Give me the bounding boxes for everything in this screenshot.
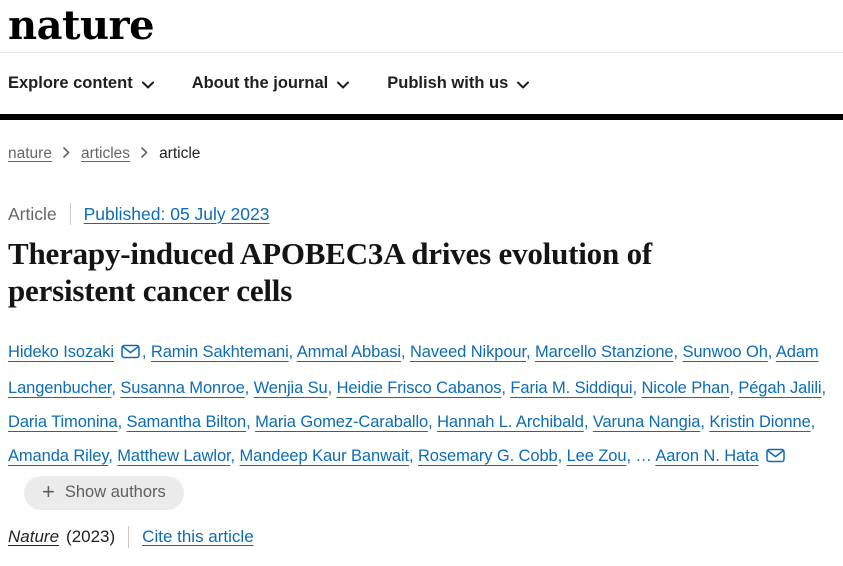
main-nav [0,53,843,114]
author-separator: , [409,447,418,465]
show-authors-button[interactable] [24,476,184,510]
author-link[interactable]: Amanda Riley [8,447,109,465]
nav-item-label: About the journal [191,74,329,92]
vertical-divider [128,526,129,548]
email-icon[interactable] [766,441,785,475]
citation-row [8,526,835,548]
author-link[interactable]: Ammal Abbasi [296,343,401,361]
author-link[interactable]: Susanna Monroe [120,379,245,397]
nav-item-label: Explore content [8,74,133,92]
show-authors-label: Show authors [64,482,166,501]
author-link[interactable]: Hideko Isozaki [8,343,114,361]
author-separator: , [117,413,127,431]
article-type-label: Article [8,203,57,224]
author-separator: , [108,447,118,465]
author-separator: , [525,343,535,361]
author-link[interactable]: Rosemary G. Cobb [417,447,558,465]
author-separator: , [700,413,710,431]
vertical-divider [70,203,71,225]
author-link[interactable]: Samantha Bilton [126,413,247,431]
nav-item-explore-content[interactable] [8,73,154,94]
author-separator: , [327,379,337,397]
author-separator: , [288,343,297,361]
author-link[interactable]: Adam Langenbucher [8,343,819,397]
author-link[interactable]: Lee Zou [566,447,627,465]
author-separator: , [673,343,683,361]
author-link[interactable]: Wenjia Su [253,379,328,397]
author-link[interactable]: Mandeep Kaur Banwait [239,447,410,465]
author-separator: , [583,413,593,431]
author-separator: , [428,413,438,431]
author-link[interactable]: Daria Timonina [8,413,118,431]
breadcrumb-current-article: article [159,144,201,162]
author-separator: , [111,379,121,397]
breadcrumb-link-articles[interactable]: articles [80,144,131,162]
journal-name-link[interactable]: Nature [8,526,60,546]
author-link[interactable]: Sunwoo Oh [682,343,768,361]
author-link[interactable]: Ramin Sakhtemani [150,343,289,361]
black-divider-bar [0,114,843,120]
main-content [0,144,843,548]
author-separator: , [557,447,567,465]
author-link[interactable]: Matthew Lawlor [117,447,231,465]
author-separator: , [501,379,511,397]
author-separator: , [626,447,636,465]
author-ellipsis: … [635,447,656,465]
author-separator: , [821,379,826,397]
author-link[interactable]: Faria M. Siddiqui [510,379,633,397]
plus-icon: + [42,478,55,504]
author-separator: , [632,379,642,397]
author-separator: , [729,379,739,397]
article-meta [8,203,835,225]
nav-item-label: Publish with us [387,74,509,92]
author-list-paragraph [8,335,835,510]
nav-item-publish-with-us[interactable] [387,73,529,94]
nature-logo[interactable]: nature [8,2,155,49]
author-link[interactable]: Pégah Jalili [738,379,822,397]
cite-article-link[interactable]: Cite this article [142,526,254,546]
page-title: Therapy-induced APOBEC3A drives evolution of persistent cancer cells [8,236,652,308]
published-date-link[interactable]: Published: 05 July 2023 [83,203,270,224]
author-link[interactable]: Varuna Nangia [592,413,701,431]
author-link[interactable]: Aaron N. Hata [655,447,759,465]
author-separator: , [401,343,410,361]
author-link[interactable]: Heidie Frisco Cabanos [336,379,502,397]
chevron-down-icon [142,75,154,94]
author-link[interactable]: Maria Gomez-Caraballo [255,413,429,431]
breadcrumb-link-nature[interactable]: nature [8,144,52,162]
author-link[interactable]: Nicole Phan [641,379,730,397]
chevron-right-icon [141,145,148,163]
nav-item-about-the-journal[interactable] [192,73,350,94]
author-separator: , [244,379,254,397]
author-separator: , [767,343,776,361]
author-separator: , [246,413,256,431]
author-link[interactable]: Kristin Dionne [709,413,811,431]
chevron-down-icon [517,75,529,94]
masthead [0,0,843,53]
chevron-right-icon [63,145,70,163]
author-separator: , [230,447,240,465]
email-icon[interactable] [121,337,140,371]
author-separator: , [810,413,816,431]
chevron-down-icon [337,75,349,94]
citation-year: (2023) [66,526,116,546]
author-list [8,343,826,465]
author-link[interactable]: Hannah L. Archibald [437,413,584,431]
breadcrumb [8,144,835,163]
author-separator: , [141,343,151,361]
author-link[interactable]: Naveed Nikpour [409,343,526,361]
author-link[interactable]: Marcello Stanzione [534,343,674,361]
